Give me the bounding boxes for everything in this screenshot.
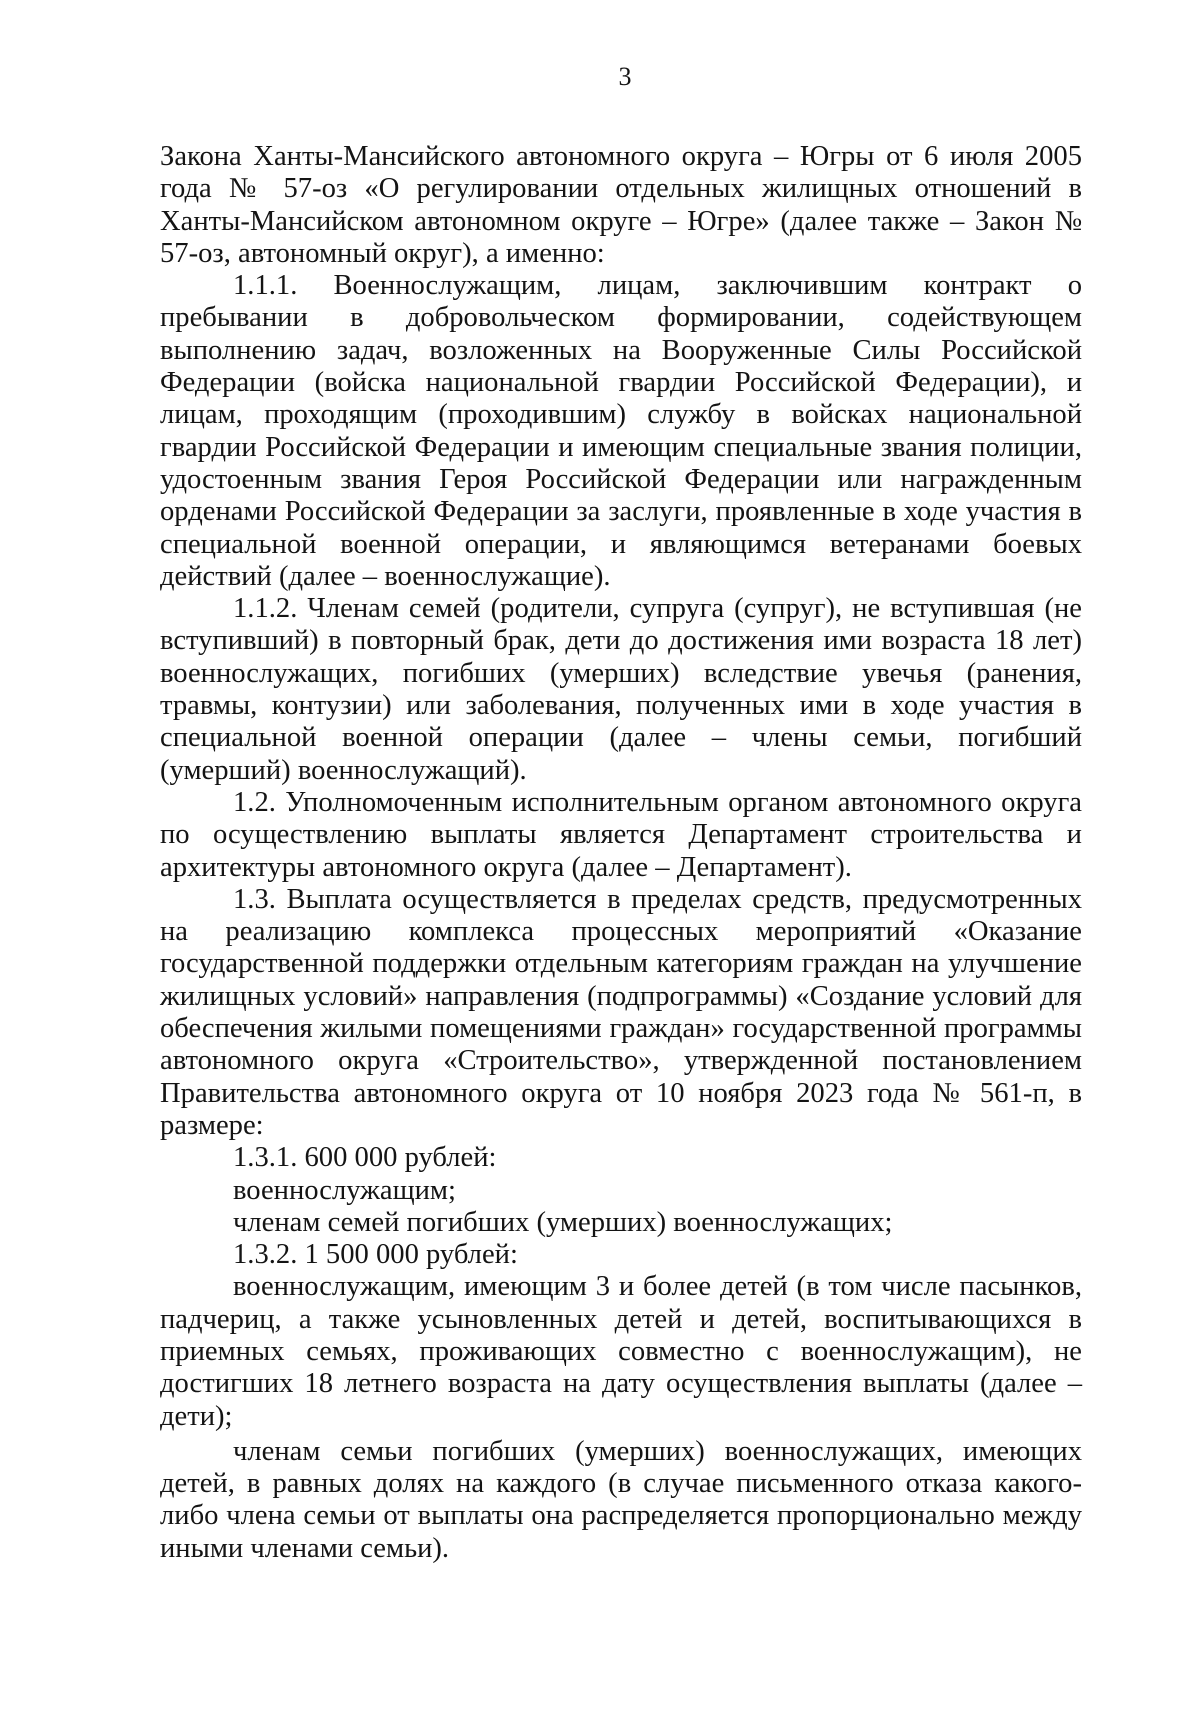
page-number: 3 [618, 62, 632, 91]
paragraph-1-3-payment: 1.3. Выплата осуществляется в пределах средств, предусмотренных на реализацию комплекса процессных мероприятий «Оказание государственной поддержки отдельным категориям граждан на улучшение жилищных условий» направления (подпрограммы) «Создание условий для обеспечения жилыми помещениями граждан» государственной программы автономного округа «Строительство», утвержденной постановлением Правительства автономного округа от 10 ноября 2023 года № 561-п, в размере: [160, 883, 1082, 1141]
list-item-1-3-1-amount: 1.3.1. 600 000 рублей: [233, 1142, 497, 1174]
list-item-family-members: членам семей погибших (умерших) военнослужащих; [233, 1206, 893, 1238]
paragraph-servicemen-with-children: военнослужащим, имеющим 3 и более детей (в том числе пасынков, падчериц, а также усыновленных детей и детей, воспитывающихся в приемных семьях, проживающих совместно с военнослужащим), не достигших 18 летнего возраста на дату осуществления выплаты (далее – дети); [160, 1271, 1082, 1432]
paragraph-1-1-1-servicemen: 1.1.1. Военнослужащим, лицам, заключившим контракт о пребывании в добровольческом формировании, содействующем выполнению задач, возложенных на Вооруженные Силы Российской Федерации (войска национальной гвардии Российской Федерации), и лицам, проходящим (проходившим) службу в войсках национальной гвардии Российской Федерации и имеющим специальные звания полиции, удостоенным звания Героя Российской Федерации или награжденным орденами Российской Федерации за заслуги, проявленные в ходе участия в специальной военной операции, и являющимся ветеранами боевых действий (далее – военнослужащие). [160, 270, 1082, 592]
list-item-servicemen: военнослужащим; [233, 1174, 456, 1206]
paragraph-1-1-2-family-members: 1.1.2. Членам семей (родители, супруга (супруг), не вступившая (не вступивший) в повторный брак, дети до достижения ими возраста 18 лет) военнослужащих, погибших (умерших) вследствие увечья (ранения, травмы, контузии) или заболевания, полученных ими в ходе участия в специальной военной операции (далее – члены семьи, погибший (умерший) военнослужащий). [160, 593, 1082, 786]
paragraph-family-members-with-children: членам семьи погибших (умерших) военнослужащих, имеющих детей, в равных долях на каждого (в случае письменного отказа какого-либо члена семьи от выплаты она распределяется пропорционально между иными членами семьи). [160, 1435, 1082, 1564]
paragraph-1-2-department: 1.2. Уполномоченным исполнительным органом автономного округа по осуществлению выплаты является Департамент строительства и архитектуры автономного округа (далее – Департамент). [160, 786, 1082, 883]
paragraph-law-reference: Закона Ханты-Мансийского автономного округа – Югры от 6 июля 2005 года № 57-оз «О регулировании отдельных жилищных отношений в Ханты-Мансийском автономном округе – Югре» (далее также – Закон № 57-оз, автономный округ), а именно: [160, 141, 1082, 269]
list-item-1-3-2-amount: 1.3.2. 1 500 000 рублей: [233, 1239, 518, 1271]
document-body [160, 141, 1082, 1565]
